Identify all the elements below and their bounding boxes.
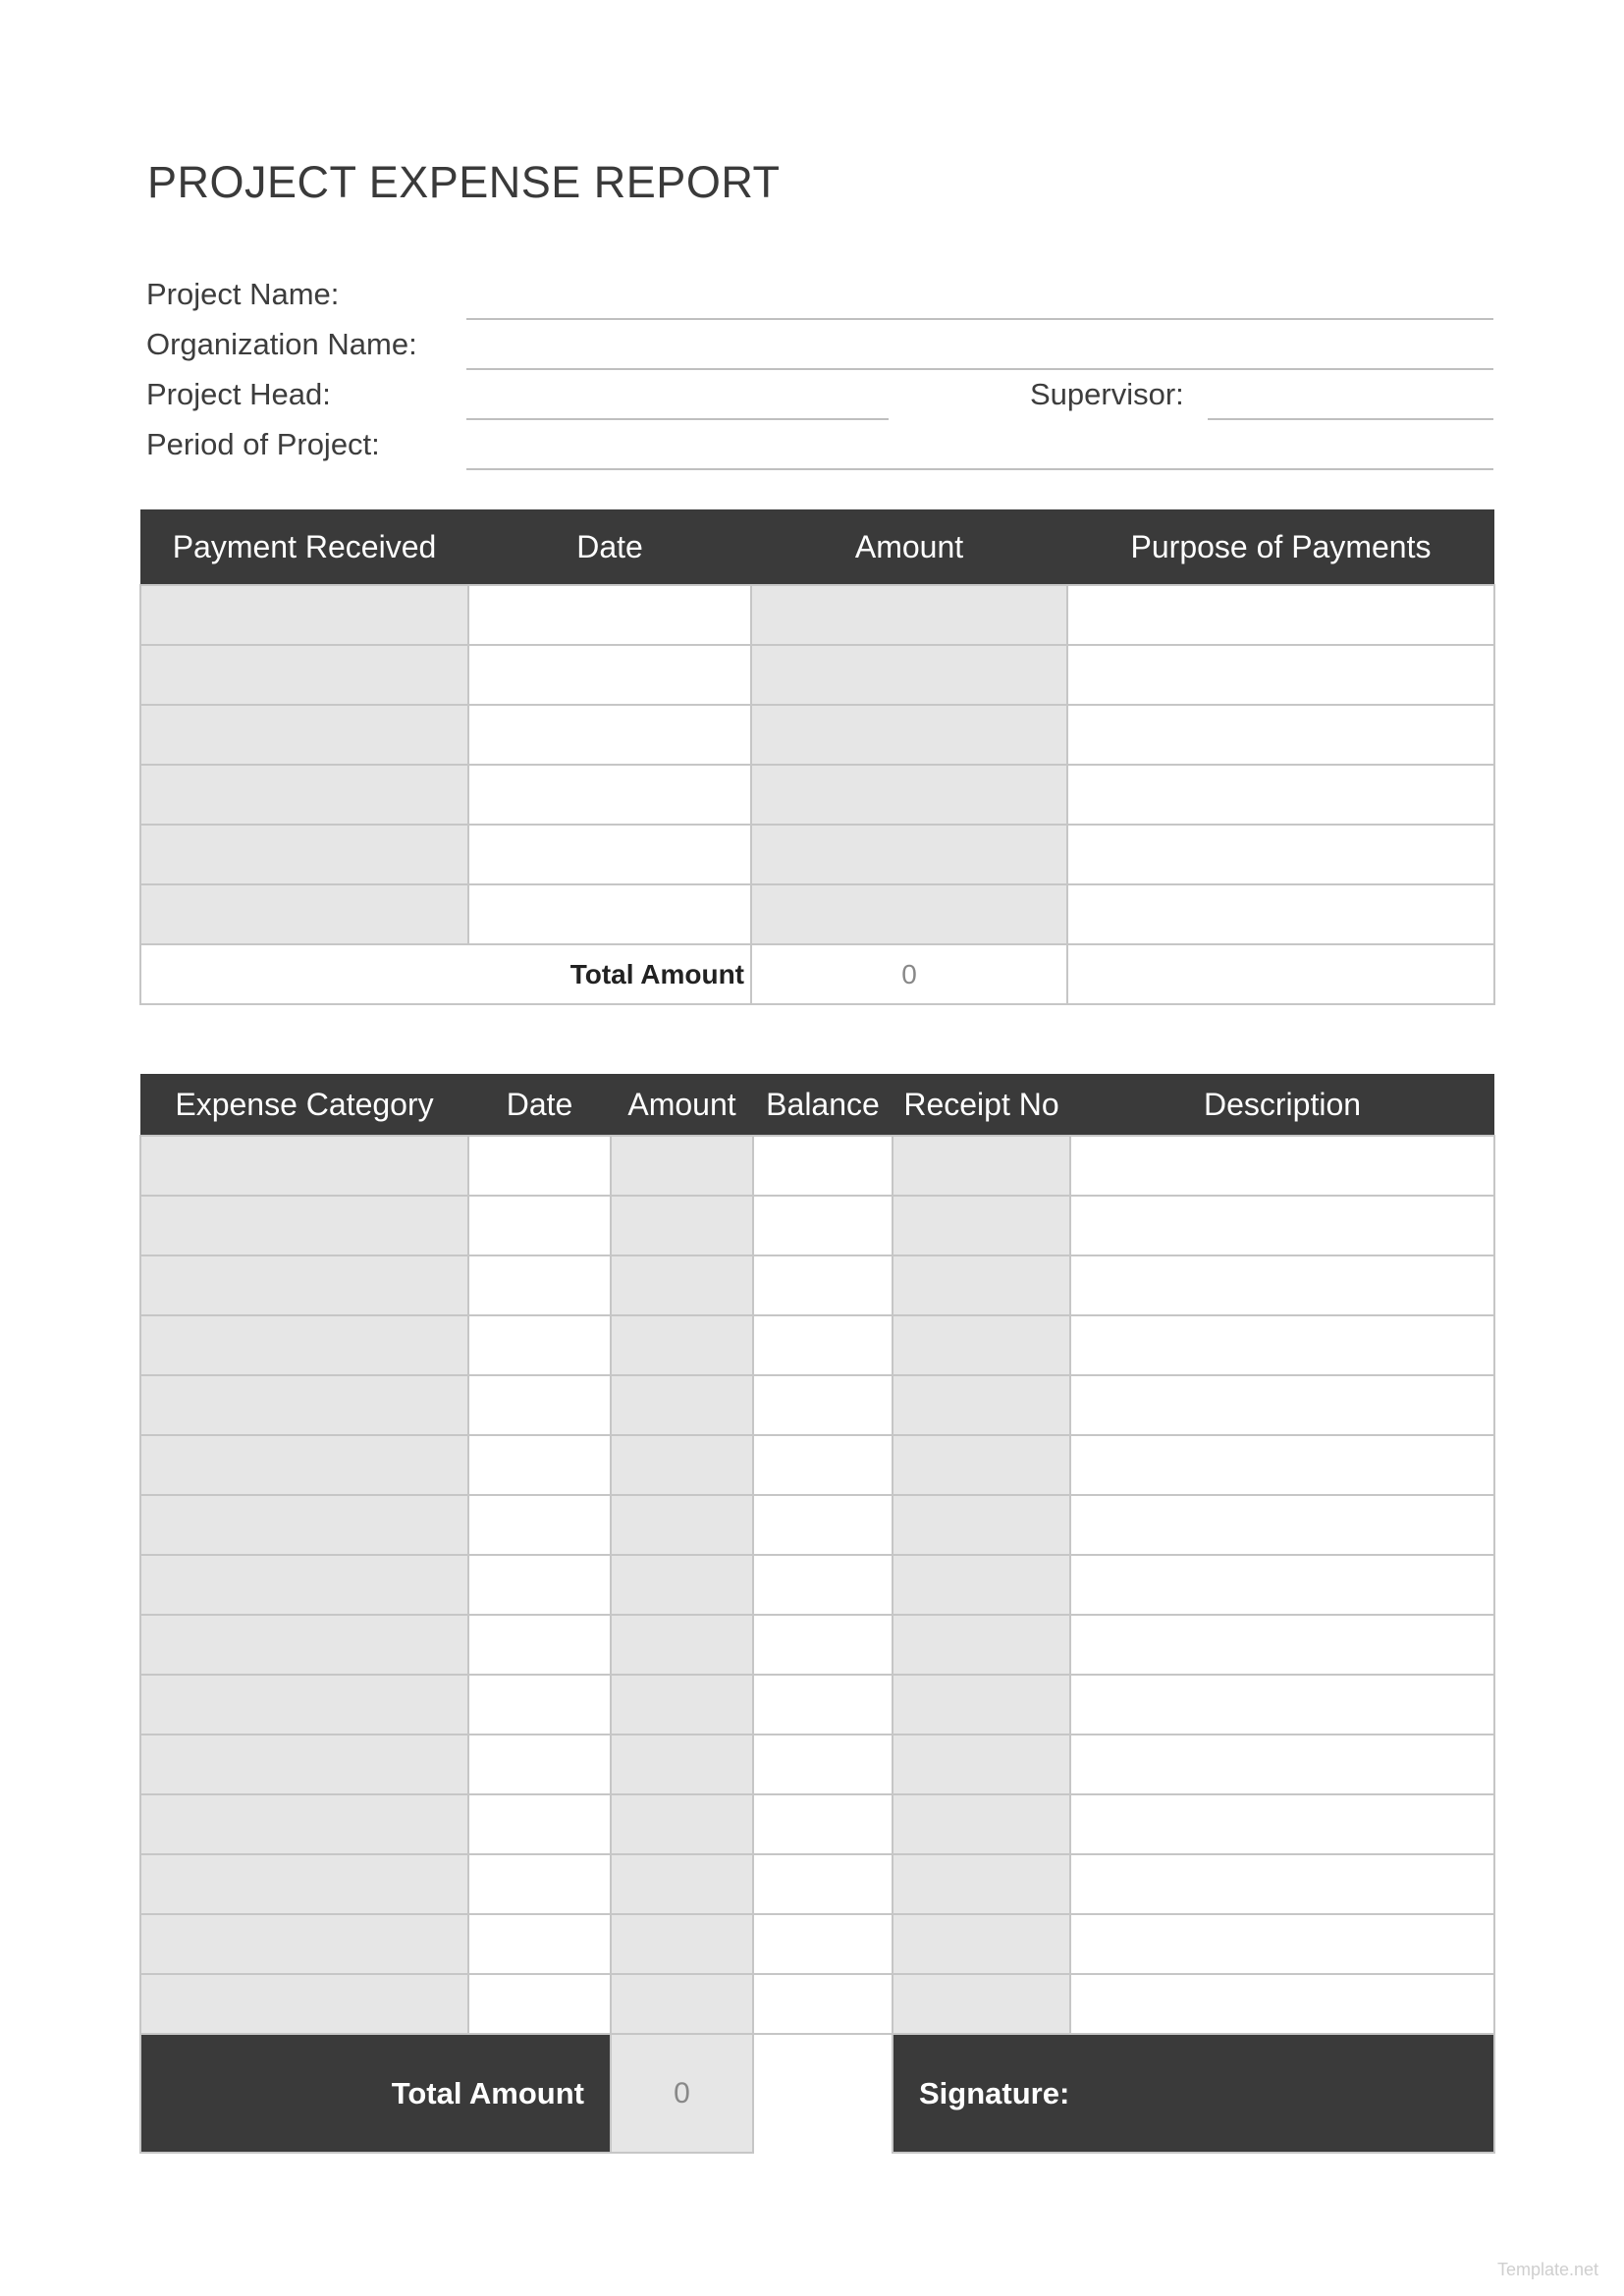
cell[interactable] xyxy=(753,1914,893,1974)
cell[interactable] xyxy=(468,1555,611,1615)
cell[interactable] xyxy=(468,1675,611,1735)
cell[interactable] xyxy=(893,1375,1070,1435)
cell[interactable] xyxy=(611,1615,753,1675)
header-date: Date xyxy=(468,509,751,585)
cell[interactable] xyxy=(140,585,468,645)
cell[interactable] xyxy=(1067,765,1494,825)
signature-field[interactable]: Signature: xyxy=(893,2034,1494,2153)
table-row xyxy=(140,1375,1494,1435)
cell[interactable] xyxy=(140,825,468,884)
cell[interactable] xyxy=(893,1136,1070,1196)
table-row xyxy=(140,1794,1494,1854)
expenses-total-row xyxy=(140,2034,1494,2153)
cell[interactable] xyxy=(1070,1974,1494,2034)
cell[interactable] xyxy=(468,765,751,825)
cell[interactable] xyxy=(751,765,1067,825)
organization-name-label: Organization Name: xyxy=(146,327,417,361)
cell[interactable] xyxy=(468,1435,611,1495)
cell[interactable] xyxy=(611,1974,753,2034)
cell[interactable] xyxy=(1070,1854,1494,1914)
cell[interactable] xyxy=(1070,1735,1494,1794)
cell[interactable] xyxy=(751,705,1067,765)
cell[interactable] xyxy=(753,1315,893,1375)
expenses-header-row xyxy=(140,1074,1494,1136)
table-row xyxy=(140,1495,1494,1555)
cell[interactable] xyxy=(611,1854,753,1914)
watermark: Template.net xyxy=(1496,2260,1598,2279)
cell[interactable] xyxy=(753,1255,893,1315)
cell[interactable] xyxy=(893,1854,1070,1914)
table-row xyxy=(140,705,1494,765)
table-row xyxy=(140,1675,1494,1735)
cell[interactable] xyxy=(468,1136,611,1196)
payments-header-row xyxy=(140,509,1494,585)
cell[interactable] xyxy=(893,1914,1070,1974)
cell[interactable] xyxy=(1070,1675,1494,1735)
table-row xyxy=(140,1555,1494,1615)
cell[interactable] xyxy=(468,585,751,645)
cell[interactable] xyxy=(753,1675,893,1735)
cell[interactable] xyxy=(1067,705,1494,765)
cell[interactable] xyxy=(140,645,468,705)
cell[interactable] xyxy=(468,1854,611,1914)
cell[interactable] xyxy=(753,1375,893,1435)
cell[interactable] xyxy=(140,1974,468,2034)
table-row xyxy=(140,1255,1494,1315)
cell[interactable] xyxy=(140,1315,468,1375)
cell[interactable] xyxy=(468,1196,611,1255)
page-title: PROJECT EXPENSE REPORT xyxy=(147,157,781,207)
table-row xyxy=(140,645,1494,705)
cell[interactable] xyxy=(753,1615,893,1675)
period-line[interactable] xyxy=(466,468,1493,470)
cell[interactable] xyxy=(611,1196,753,1255)
cell[interactable] xyxy=(753,1794,893,1854)
expenses-table xyxy=(139,1074,1495,2154)
header-receipt-no: Receipt No xyxy=(893,1074,1070,1136)
cell[interactable] xyxy=(1067,645,1494,705)
table-row xyxy=(140,1735,1494,1794)
cell[interactable] xyxy=(1070,1196,1494,1255)
supervisor-label: Supervisor: xyxy=(1030,377,1184,411)
cell[interactable] xyxy=(140,1196,468,1255)
cell[interactable] xyxy=(1067,825,1494,884)
header-payment-received: Payment Received xyxy=(140,509,468,585)
payments-total-value: 0 xyxy=(751,944,1067,1004)
table-row xyxy=(140,1974,1494,2034)
cell[interactable] xyxy=(140,1255,468,1315)
table-row xyxy=(140,825,1494,884)
period-label: Period of Project: xyxy=(146,427,380,461)
cell[interactable] xyxy=(468,1794,611,1854)
cell[interactable] xyxy=(611,1675,753,1735)
cell[interactable] xyxy=(753,1974,893,2034)
cell[interactable] xyxy=(893,1435,1070,1495)
cell[interactable] xyxy=(611,1435,753,1495)
cell[interactable] xyxy=(611,1735,753,1794)
cell[interactable] xyxy=(468,645,751,705)
cell[interactable] xyxy=(140,1435,468,1495)
cell[interactable] xyxy=(753,1136,893,1196)
cell[interactable] xyxy=(1070,1495,1494,1555)
cell[interactable] xyxy=(140,1495,468,1555)
cell[interactable] xyxy=(753,1435,893,1495)
cell[interactable] xyxy=(468,1735,611,1794)
cell[interactable] xyxy=(893,1495,1070,1555)
cell[interactable] xyxy=(468,705,751,765)
cell[interactable] xyxy=(751,825,1067,884)
cell[interactable] xyxy=(140,1136,468,1196)
header-description: Description xyxy=(1070,1074,1494,1136)
cell[interactable] xyxy=(611,1255,753,1315)
table-row xyxy=(140,1196,1494,1255)
cell[interactable] xyxy=(611,1495,753,1555)
cell[interactable] xyxy=(140,1794,468,1854)
cell[interactable] xyxy=(468,1495,611,1555)
cell[interactable] xyxy=(468,1255,611,1315)
payments-total-label: Total Amount xyxy=(140,944,751,1004)
cell[interactable] xyxy=(751,585,1067,645)
cell[interactable] xyxy=(140,884,468,944)
cell[interactable] xyxy=(753,1196,893,1255)
cell[interactable] xyxy=(753,1495,893,1555)
table-row xyxy=(140,884,1494,944)
cell[interactable] xyxy=(1067,944,1494,1004)
cell[interactable] xyxy=(468,1974,611,2034)
cell[interactable] xyxy=(468,884,751,944)
cell[interactable] xyxy=(1067,884,1494,944)
cell[interactable] xyxy=(893,1615,1070,1675)
cell[interactable] xyxy=(893,1794,1070,1854)
header-amount: Amount xyxy=(751,509,1067,585)
cell[interactable] xyxy=(140,1735,468,1794)
cell[interactable] xyxy=(140,1675,468,1735)
header-purpose: Purpose of Payments xyxy=(1067,509,1494,585)
cell[interactable] xyxy=(611,1375,753,1435)
cell[interactable] xyxy=(468,825,751,884)
cell[interactable] xyxy=(893,1196,1070,1255)
cell[interactable] xyxy=(893,1735,1070,1794)
cell[interactable] xyxy=(893,1675,1070,1735)
cell[interactable] xyxy=(1070,1615,1494,1675)
cell[interactable] xyxy=(1070,1555,1494,1615)
header-expense-category: Expense Category xyxy=(140,1074,468,1136)
cell[interactable] xyxy=(1070,1794,1494,1854)
cell[interactable] xyxy=(1070,1315,1494,1375)
cell[interactable] xyxy=(611,1136,753,1196)
organization-name-line[interactable] xyxy=(466,368,1493,370)
cell[interactable] xyxy=(611,1555,753,1615)
cell[interactable] xyxy=(751,884,1067,944)
cell[interactable] xyxy=(468,1914,611,1974)
cell[interactable] xyxy=(468,1315,611,1375)
cell[interactable] xyxy=(893,1974,1070,2034)
cell[interactable] xyxy=(753,1555,893,1615)
payments-table xyxy=(139,509,1495,1005)
cell[interactable] xyxy=(468,1375,611,1435)
cell[interactable] xyxy=(751,645,1067,705)
cell[interactable] xyxy=(140,705,468,765)
supervisor-line[interactable] xyxy=(1208,418,1493,420)
spacer xyxy=(753,2034,893,2153)
cell[interactable] xyxy=(753,1735,893,1794)
cell[interactable] xyxy=(893,1315,1070,1375)
table-row xyxy=(140,1315,1494,1375)
table-row xyxy=(140,585,1494,645)
project-head-label: Project Head: xyxy=(146,377,331,411)
header-date: Date xyxy=(468,1074,611,1136)
cell[interactable] xyxy=(1070,1435,1494,1495)
cell[interactable] xyxy=(611,1315,753,1375)
table-row xyxy=(140,765,1494,825)
table-row xyxy=(140,1136,1494,1196)
cell[interactable] xyxy=(1070,1375,1494,1435)
cell[interactable] xyxy=(140,1854,468,1914)
cell[interactable] xyxy=(140,1914,468,1974)
payments-total-row xyxy=(140,944,1494,1004)
expenses-total-label: Total Amount xyxy=(140,2034,611,2153)
cell[interactable] xyxy=(1067,585,1494,645)
cell[interactable] xyxy=(1070,1136,1494,1196)
header-amount: Amount xyxy=(611,1074,753,1136)
project-head-line[interactable] xyxy=(466,418,889,420)
cell[interactable] xyxy=(893,1255,1070,1315)
cell[interactable] xyxy=(611,1794,753,1854)
cell[interactable] xyxy=(468,1615,611,1675)
cell[interactable] xyxy=(893,1555,1070,1615)
cell[interactable] xyxy=(140,1555,468,1615)
project-name-line[interactable] xyxy=(466,318,1493,320)
cell[interactable] xyxy=(140,1375,468,1435)
cell[interactable] xyxy=(1070,1914,1494,1974)
cell[interactable] xyxy=(1070,1255,1494,1315)
cell[interactable] xyxy=(753,1854,893,1914)
table-row xyxy=(140,1854,1494,1914)
header-balance: Balance xyxy=(753,1074,893,1136)
cell[interactable] xyxy=(140,765,468,825)
expenses-total-value: 0 xyxy=(611,2034,753,2153)
table-row xyxy=(140,1435,1494,1495)
table-row xyxy=(140,1615,1494,1675)
cell[interactable] xyxy=(140,1615,468,1675)
table-row xyxy=(140,1914,1494,1974)
cell[interactable] xyxy=(611,1914,753,1974)
project-name-label: Project Name: xyxy=(146,277,340,311)
